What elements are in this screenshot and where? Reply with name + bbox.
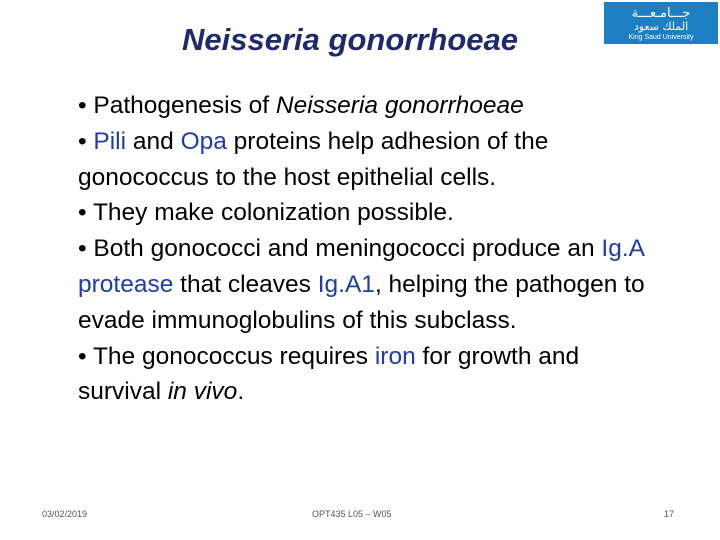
- bullet-text: and: [126, 127, 181, 155]
- bullet-text: .: [237, 378, 245, 406]
- bullet-text: for growth and survival: [78, 342, 580, 406]
- species-name: Neisseria gonorrhoeae: [275, 92, 524, 119]
- bullet-text: The gonococcus requires: [92, 342, 375, 370]
- logo-arabic-line2: الملك سعود: [633, 20, 689, 33]
- king-saud-university-logo: [604, 2, 718, 44]
- term-in-vivo: in vivo: [167, 378, 238, 406]
- bullet-text: proteins help adhesion of the gonococcus to the host epithelial cells.: [78, 127, 549, 191]
- term-opa: Opa: [180, 127, 227, 155]
- bullet-iron: [78, 339, 658, 411]
- bullet-iga-protease: [78, 231, 658, 338]
- bullet-pathogenesis: [78, 88, 658, 124]
- bullet-icon: •: [78, 342, 87, 370]
- logo-arabic-line1: جـــامـعـــة: [631, 6, 691, 21]
- bullet-icon: •: [78, 199, 87, 227]
- bullet-icon: •: [78, 92, 87, 119]
- term-pili: Pili: [93, 127, 127, 155]
- bullet-text: , helping the pathogen to evade immunoglobulins of this subclass.: [78, 270, 645, 334]
- slide-title: Neisseria gonorrhoeae: [182, 22, 518, 57]
- bullet-text: Both gonococci and meningococci produce an: [93, 235, 602, 263]
- bullet-colonization: [78, 195, 658, 231]
- footer-date: 03/02/2019: [42, 509, 88, 519]
- logo-english-text: King Saud University: [628, 34, 694, 41]
- slide-body: [78, 88, 658, 410]
- bullet-text: Pathogenesis of: [93, 92, 276, 119]
- bullet-icon: •: [78, 235, 87, 263]
- footer-course: OPT435 L05 – W05: [312, 509, 392, 519]
- footer-page-number: 17: [664, 509, 675, 519]
- term-iron: iron: [374, 342, 416, 370]
- term-iga1: Ig.A1: [317, 270, 375, 298]
- bullet-text: They make colonization possible.: [92, 199, 454, 227]
- bullet-pili-opa: [78, 124, 658, 196]
- bullet-text: that cleaves: [173, 270, 318, 298]
- term-iga-protease: Ig.A protease: [78, 235, 644, 298]
- bullet-icon: •: [78, 127, 87, 155]
